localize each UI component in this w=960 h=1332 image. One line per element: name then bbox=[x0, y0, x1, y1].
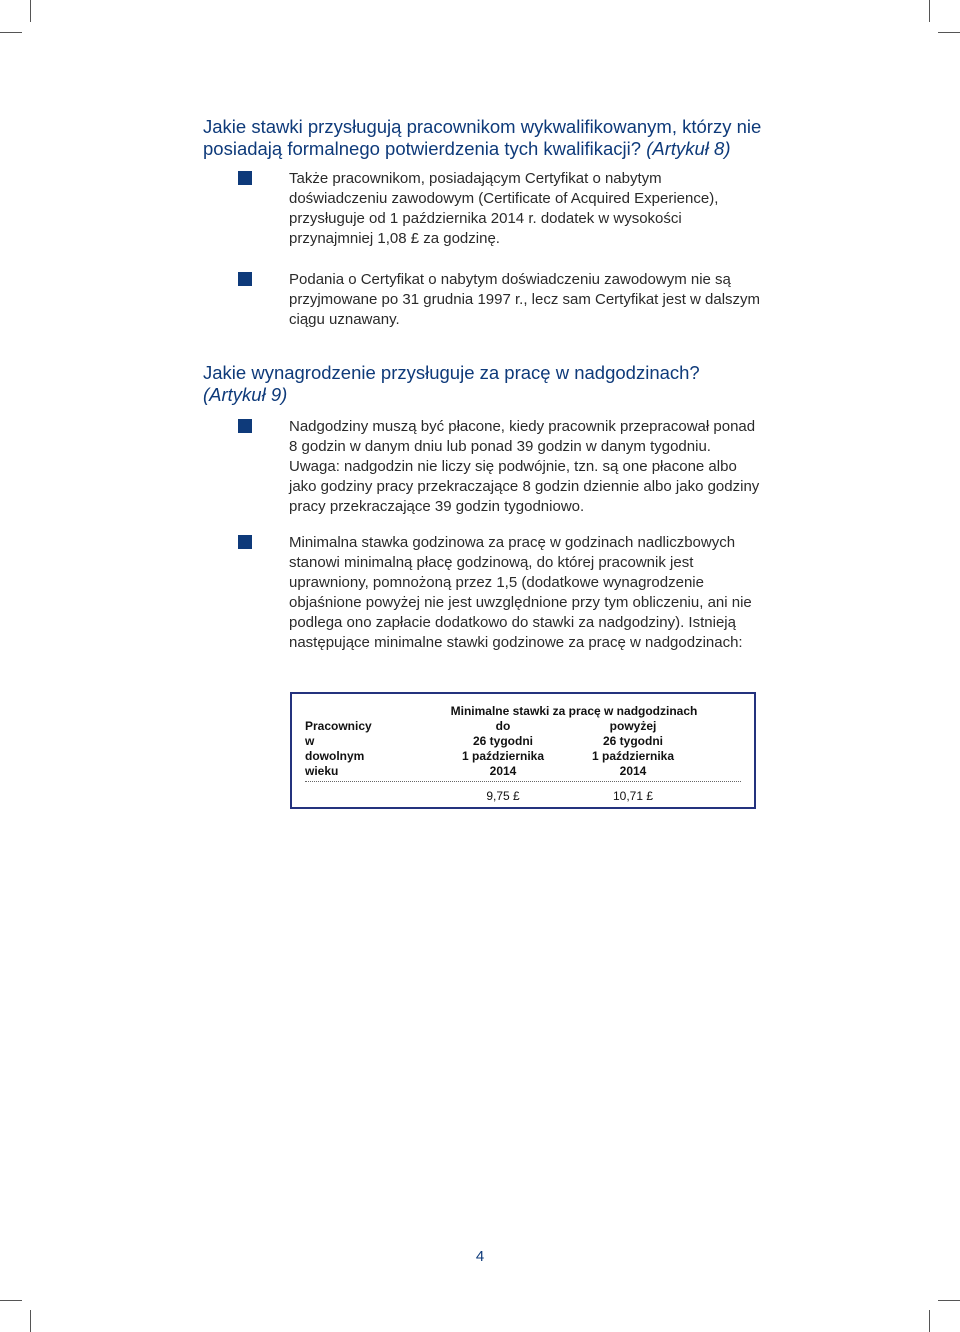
bullet-square-icon bbox=[238, 171, 252, 185]
crop-mark bbox=[938, 32, 960, 33]
article-reference: (Artykuł 8) bbox=[646, 138, 731, 159]
row-header-line: w bbox=[305, 734, 315, 748]
crop-mark bbox=[938, 1300, 960, 1301]
heading-text: Jakie stawki przysługują pracownikom wykwalifikowanym, którzy nie posiadają formalnego potwierdzenia tych kwalifikacji? bbox=[203, 116, 762, 159]
heading-text: Jakie wynagrodzenie przysługuje za pracę w nadgodzinach? bbox=[203, 362, 700, 383]
table-group-header: Minimalne stawki za pracę w nadgodzinach bbox=[450, 704, 698, 718]
bullet-square-icon bbox=[238, 272, 252, 286]
row-header-line: wieku bbox=[305, 764, 339, 778]
bullet-square-icon bbox=[238, 535, 252, 549]
crop-mark bbox=[929, 1310, 930, 1332]
row-header-line: dowolnym bbox=[305, 749, 365, 763]
column-header-up-to-26-weeks bbox=[438, 719, 568, 779]
crop-mark bbox=[0, 1300, 22, 1301]
section-heading bbox=[203, 116, 763, 160]
section-skilled-workers bbox=[203, 116, 763, 330]
column-header-line: do bbox=[495, 719, 511, 733]
column-header-line: 2014 bbox=[619, 764, 647, 778]
rate-over-26-weeks: 10,71 £ bbox=[612, 789, 654, 803]
row-header-line: Pracownicy bbox=[305, 719, 372, 733]
list-item-text: Także pracownikom, posiadającym Certyfikat o nabytym doświadczeniu zawodowym (Certificate of Acquired Experience), przysługuje od 1 października 2014 r. dodatek w wysokości przynajmniej 1,08 £ za godzinę. bbox=[289, 170, 719, 247]
crop-mark bbox=[30, 1310, 31, 1332]
overtime-rates-table bbox=[290, 692, 756, 809]
bullet-square-icon bbox=[238, 419, 252, 433]
page-number: 4 bbox=[475, 1248, 485, 1265]
table-divider bbox=[305, 781, 741, 782]
article-reference: (Artykuł 9) bbox=[203, 384, 288, 405]
column-header-line: 26 tygodni bbox=[472, 734, 533, 748]
row-header bbox=[305, 719, 372, 779]
rate-up-to-26-weeks: 9,75 £ bbox=[486, 789, 520, 803]
section-overtime bbox=[203, 362, 763, 653]
list-item bbox=[203, 417, 763, 517]
column-header-over-26-weeks bbox=[568, 719, 698, 779]
column-header-line: powyżej bbox=[609, 719, 657, 733]
column-header-line: 2014 bbox=[489, 764, 517, 778]
list-item-text: Minimalna stawka godzinowa za pracę w godzinach nadliczbowych stanowi minimalną płacę godzinową, do której pracownik jest uprawniony, pomnożoną przez 1,5 (dodatkowe wynagrodzenie objaśnione powyżej nie jest uwzględnione przy tym obliczeniu, ani nie podlega ono zapłacie dodatkowo do stawki za nadgodziny). Istnieją następujące minimalne stawki godzinowe za pracę w nadgodzinach: bbox=[289, 534, 752, 651]
column-header-line: 26 tygodni bbox=[602, 734, 663, 748]
crop-mark bbox=[929, 0, 930, 22]
list-item-text: Nadgodziny muszą być płacone, kiedy pracownik przepracował ponad 8 godzin w danym dniu lub ponad 39 godzin w danym tygodniu. Uwaga: nadgodzin nie liczy się podwójnie, tzn. są one płacone albo jako godziny pracy przekraczające 8 godzin dziennie albo jako godziny pracy przekraczające 39 godzin tygodniowo. bbox=[289, 418, 760, 515]
section-heading bbox=[203, 362, 763, 406]
list-item-text: Podania o Certyfikat o nabytym doświadczeniu zawodowym nie są przyjmowane po 31 grudnia 1997 r., lecz sam Certyfikat jest w dalszym ciągu uznawany. bbox=[289, 271, 761, 328]
crop-mark bbox=[30, 0, 31, 22]
column-header-line: 1 października bbox=[461, 749, 545, 763]
column-header-line: 1 października bbox=[591, 749, 675, 763]
crop-mark bbox=[0, 32, 22, 33]
list-item bbox=[203, 533, 763, 653]
list-item bbox=[203, 270, 763, 330]
list-item bbox=[203, 169, 763, 249]
